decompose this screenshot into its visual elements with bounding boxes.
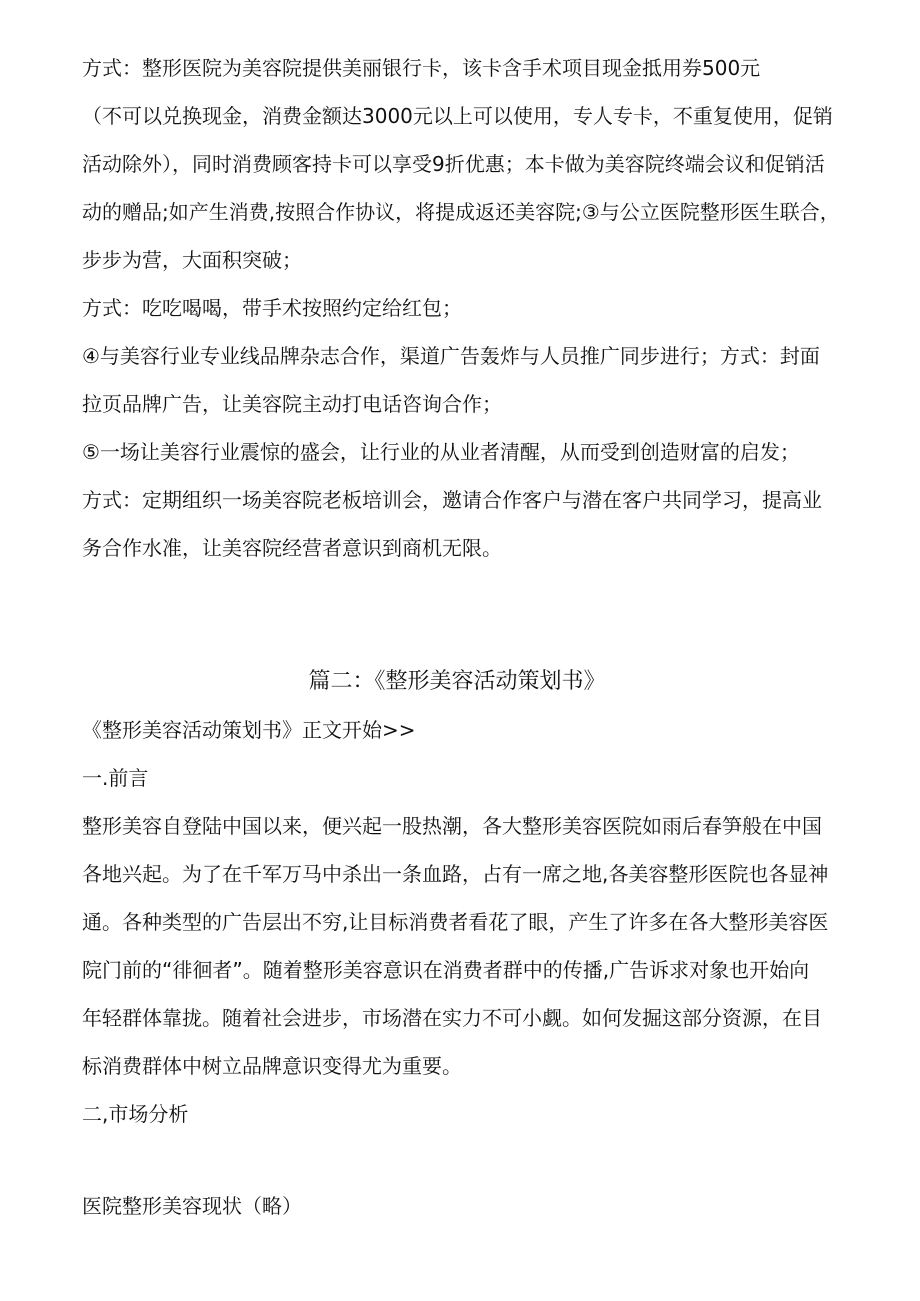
paragraph-line: （不可以兑换现金，消费金额达3000元以上可以使用，专人专卡，不重复使用，促销 — [82, 104, 833, 128]
paragraph-line: 步步为营，大面积突破； — [82, 248, 302, 272]
paragraph-line: 方式：吃吃喝喝，带手术按照约定给红包； — [82, 296, 462, 320]
paragraph-line: 各地兴起。为了在千军万马中杀出一条血路，占有一席之地,各美容整形医院也各显神 — [82, 862, 829, 886]
section-spacer — [82, 572, 862, 658]
paragraph-line: 院门前的“徘徊者”。随着整形美容意识在消费者群中的传播,广告诉求对象也开始向 — [82, 958, 810, 982]
paragraph-line: 拉页品牌广告，让美容院主动打电话咨询合作； — [82, 392, 502, 416]
paragraph-line: 标消费群体中树立品牌意识变得尤为重要。 — [82, 1054, 462, 1078]
heading-preface: 一.前言 — [82, 766, 149, 790]
section-spacer — [82, 1138, 862, 1182]
paragraph-line: 方式：定期组织一场美容院老板培训会，邀请合作客户与潜在客户共同学习，提高业 — [82, 488, 822, 512]
paragraph-line: 务合作水准，让美容院经营者意识到商机无限。 — [82, 536, 502, 560]
paragraph-line: 活动除外），同时消费顾客持卡可以享受9折优惠；本卡做为美容院终端会议和促销活 — [82, 152, 825, 176]
heading-market-analysis: 二,市场分析 — [82, 1102, 189, 1126]
part1-body — [82, 44, 862, 572]
section-title: 篇二：《整形美容活动策划书》 — [308, 669, 606, 694]
paragraph-line: 动的赠品;如产生消费,按照合作协议，将提成返还美容院;③与公立医院整形医生联合， — [82, 200, 840, 224]
paragraph-line: 医院整形美容现状（略） — [82, 1194, 302, 1218]
paragraph-line: 《整形美容活动策划书》正文开始>> — [82, 718, 416, 742]
part2-body — [82, 706, 862, 1230]
paragraph-line: 整形美容自登陆中国以来，便兴起一股热潮，各大整形美容医院如雨后春笋般在中国 — [82, 814, 822, 838]
paragraph-line: 年轻群体靠拢。随着社会进步，市场潜在实力不可小觑。如何发掘这部分资源，在目 — [82, 1006, 822, 1030]
paragraph-line: ⑤一场让美容行业震惊的盛会，让行业的从业者清醒，从而受到创造财富的启发； — [82, 440, 800, 464]
document-page — [82, 44, 862, 1230]
paragraph-line: ④与美容行业专业线品牌杂志合作，渠道广告轰炸与人员推广同步进行；方式：封面 — [82, 344, 820, 368]
paragraph-line: 通。各种类型的广告层出不穷,让目标消费者看花了眼，产生了许多在各大整形美容医 — [82, 910, 829, 934]
paragraph-line: 方式：整形医院为美容院提供美丽银行卡，该卡含手术项目现金抵用券500元 — [82, 56, 761, 80]
